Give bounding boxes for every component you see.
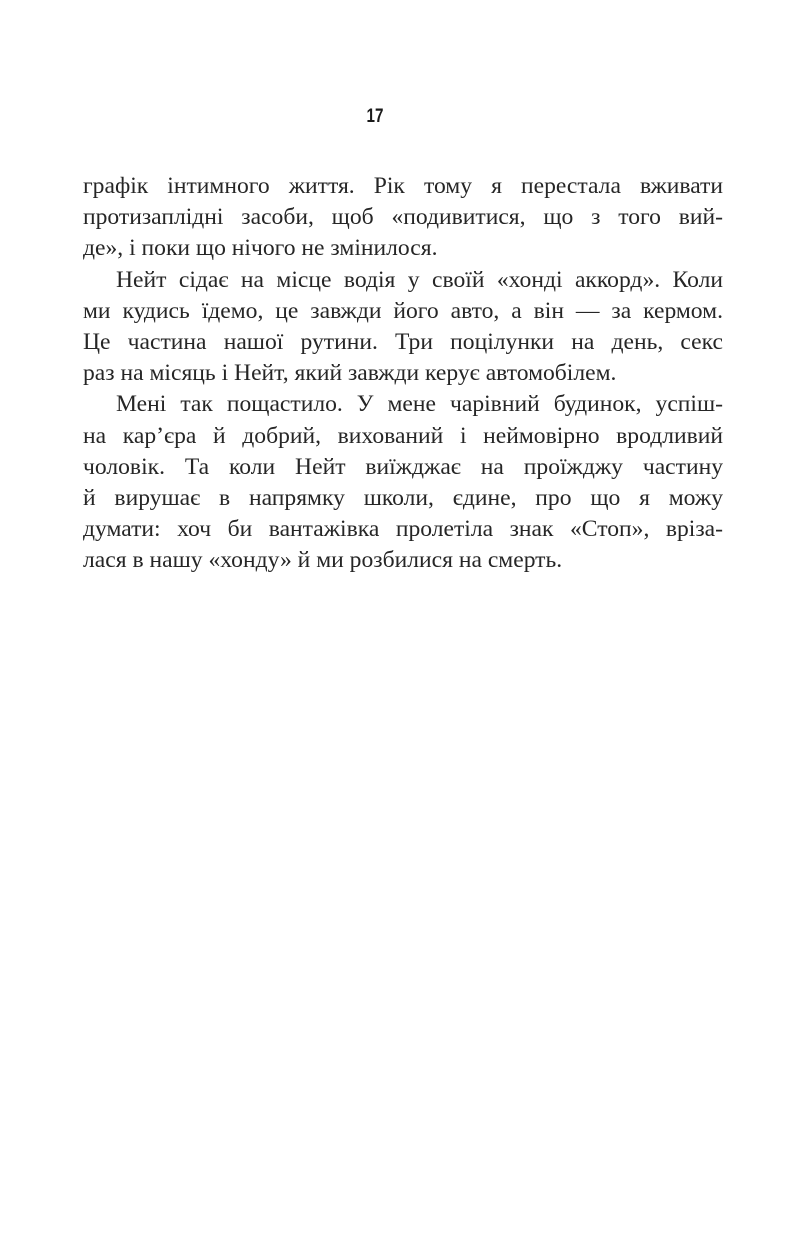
paragraph-1	[83, 171, 723, 265]
body-text	[83, 171, 723, 576]
text-line: й вирушає в напрямку школи, єдине, про що я можу	[83, 484, 723, 511]
text-line: Це частина нашої рутини. Три поцілунки на день, секс	[83, 328, 723, 355]
text-line: на кар’єра й добрий, вихований і неймовірно вродливий	[83, 422, 723, 449]
text-line: Мені так пощастило. У мене чарівний будинок, успіш-	[116, 391, 723, 418]
text-line: ми кудись їдемо, це завжди його авто, а він — за кермом.	[83, 297, 723, 324]
text-line: протизаплідні засоби, щоб «подивитися, що з того вий-	[83, 204, 723, 231]
text-line: раз на місяць і Нейт, який завжди керує автомобілем.	[83, 360, 617, 387]
page-number: 17	[366, 106, 384, 127]
text-line: Нейт сідає на місце водія у своїй «хонді аккорд». Коли	[116, 266, 723, 293]
paragraph-3	[83, 389, 723, 576]
text-line: де», і поки що нічого не змінилося.	[83, 235, 438, 262]
text-line: графік інтимного життя. Рік тому я перестала вживати	[83, 173, 723, 199]
text-line: лася в нашу «хонду» й ми розбилися на смерть.	[83, 547, 563, 574]
paragraph-2	[83, 265, 723, 390]
text-line: думати: хоч би вантажівка пролетіла знак «Стоп», вріза-	[83, 516, 723, 543]
text-line: чоловік. Та коли Нейт виїжджає на проїжджу частину	[83, 453, 723, 480]
